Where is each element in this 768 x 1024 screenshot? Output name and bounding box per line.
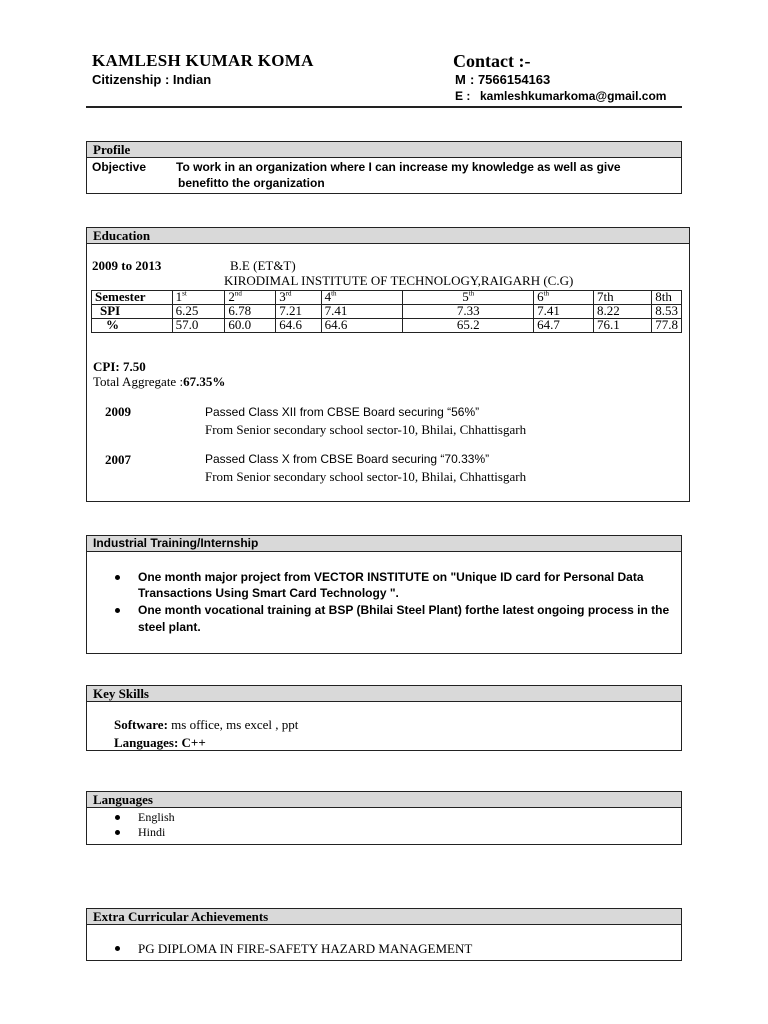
table-cell: 57.0 (172, 319, 225, 333)
entry-year: 2009 (105, 404, 131, 419)
cpi: CPI: 7.50 (93, 359, 146, 374)
table-cell: 3rd (276, 291, 321, 305)
objective-line-1: To work in an organization where I can increase my knowledge as well as give (176, 160, 621, 174)
table-cell: 77.8 (652, 319, 682, 333)
entry-line-1: Passed Class X from CBSE Board securing “70.33%” (205, 452, 490, 466)
extra-heading: Extra Curricular Achievements (87, 909, 681, 925)
table-cell: 5th (403, 291, 534, 305)
table-cell: 65.2 (403, 319, 534, 333)
email-address: kamleshkumarkoma@gmail.com (480, 89, 667, 103)
education-years: 2009 to 2013 (92, 258, 162, 273)
extra-item: PG DIPLOMA IN FIRE-SAFETY HAZARD MANAGEMENT (138, 941, 473, 956)
training-item-1-line-2: Transactions Using Smart Card Technology ". (138, 586, 399, 600)
language-item: Hindi (138, 825, 166, 839)
aggregate-value: 67.35% (183, 374, 226, 389)
training-heading: Industrial Training/Internship (87, 536, 681, 552)
entry-line-2: From Senior secondary school sector-10, Bhilai, Chhattisgarh (205, 422, 527, 437)
table-cell: 8.53 (652, 305, 682, 319)
table-cell: 6.78 (225, 305, 276, 319)
table-cell: Semester (92, 291, 173, 305)
institute: KIRODIMAL INSTITUTE OF TECHNOLOGY,RAIGARH (C.G) (224, 273, 574, 288)
table-cell: % (92, 319, 173, 333)
table-cell: 7th (594, 291, 652, 305)
software-skills (114, 717, 298, 733)
header-divider (86, 106, 682, 108)
objective-label: Objective (92, 160, 147, 174)
bullet-icon (115, 830, 120, 835)
programming-languages: Languages: C++ (114, 735, 206, 750)
software-value: ms office, ms excel , ppt (167, 717, 299, 732)
aggregate-label: Total Aggregate : (93, 374, 184, 389)
table-cell: 8.22 (594, 305, 652, 319)
training-item-2-line-2: steel plant. (138, 620, 201, 634)
table-cell: 4th (321, 291, 403, 305)
citizenship: Citizenship : Indian (92, 72, 212, 87)
mobile-number: : 7566154163 (470, 72, 551, 87)
table-cell: 2nd (225, 291, 276, 305)
table-cell: 1st (172, 291, 225, 305)
profile-heading: Profile (87, 142, 681, 158)
table-cell: 6.25 (172, 305, 225, 319)
table-cell: 64.7 (534, 319, 594, 333)
training-item-1-line-1: One month major project from VECTOR INSTITUTE on "Unique ID card for Personal Data (138, 570, 644, 584)
entry-year: 2007 (105, 452, 131, 467)
table-cell: 7.33 (403, 305, 534, 319)
languages-heading: Languages (87, 792, 681, 808)
table-cell: 7.41 (534, 305, 594, 319)
bullet-icon (115, 575, 120, 580)
education-heading: Education (87, 228, 689, 244)
software-label: Software: (114, 717, 168, 732)
candidate-name: KAMLESH KUMAR KOMA (92, 51, 314, 70)
table-cell: 7.21 (276, 305, 321, 319)
objective-line-2: benefitto the organization (178, 176, 325, 190)
bullet-icon (115, 608, 120, 613)
table-cell: 7.41 (321, 305, 403, 319)
bullet-icon (115, 946, 120, 951)
entry-line-1: Passed Class XII from CBSE Board securing “56%” (205, 405, 480, 419)
email-label: E : (455, 89, 471, 103)
languages-section (86, 791, 682, 845)
table-cell: 64.6 (276, 319, 321, 333)
aggregate (93, 374, 225, 390)
table-cell: 60.0 (225, 319, 276, 333)
skills-heading: Key Skills (87, 686, 681, 702)
table-row (92, 319, 682, 333)
table-cell: 8th (652, 291, 682, 305)
table-cell: 64.6 (321, 319, 403, 333)
contact-title: Contact :- (453, 51, 531, 71)
entry-line-2: From Senior secondary school sector-10, Bhilai, Chhattisgarh (205, 469, 527, 484)
table-cell: 6th (534, 291, 594, 305)
language-item: English (138, 810, 175, 824)
table-cell: 76.1 (594, 319, 652, 333)
degree: B.E (ET&T) (230, 258, 296, 273)
mobile-label: M (455, 72, 466, 87)
grades-table (91, 290, 682, 333)
bullet-icon (115, 815, 120, 820)
training-item-2-line-1: One month vocational training at BSP (Bhilai Steel Plant) forthe latest ongoing process in the (138, 603, 670, 617)
table-cell: SPI (92, 305, 173, 319)
